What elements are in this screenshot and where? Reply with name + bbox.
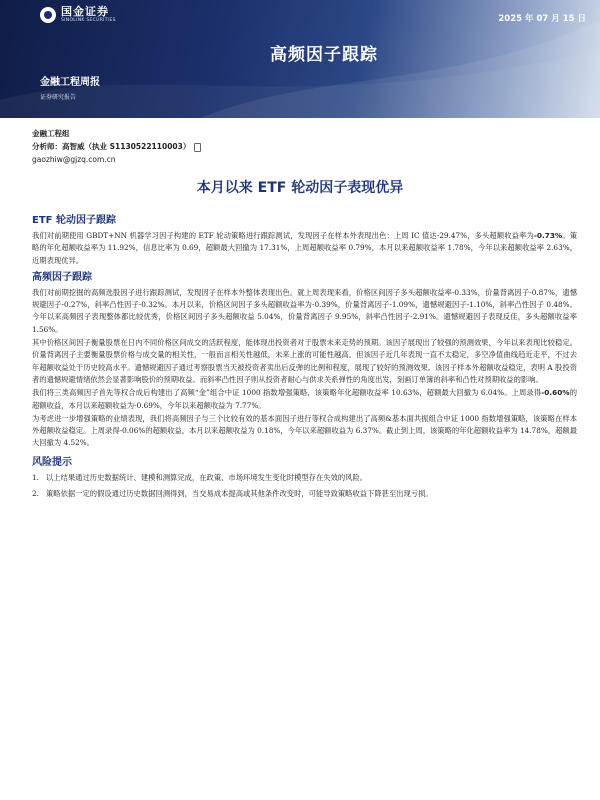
risk-number: 1. (32, 472, 39, 482)
hf-paragraph-2: 其中价格区间因子衡量股票在日内不同价格区间成交的活跃程度，能体现出投资者对于股票未来走势的预期。该因子展现出了较强的预测效果，今年以来表现比较稳定。价量背离因子主要衡量股票价格与成交量的相关性，一般而言相关性越低，未来上涨的可能性越高。但该因子近几年表现一直不太稳定，多空净值曲线趋近走平，不过去年超额收益处于历史较高水平。遗憾规避因子通过考察股票当天被投资者卖出后反弹的比例和程度，展现了较好的预测效果。该因子样本外超额收益稳定，表明 A 股投资者的遗憾规避情绪依然会显著影响股价的预期收益。而斜率凸性因子则从投资者耐心与供求关系弹性的角度出发，刻画订单簿的斜率和凸性对预期收益的影响。 (32, 338, 577, 384)
report-body (32, 211, 577, 504)
header-banner (0, 0, 600, 118)
risk-item (32, 472, 577, 484)
bold-value: -0.60% (541, 388, 570, 398)
analyst-email[interactable]: gaozhiw@gjzq.com.cn (32, 155, 116, 164)
phone-icon (194, 143, 201, 152)
text-run: 我们将三类高频因子首先等权合成后构建出了高频“金”组合中证 1000 指数增强策略，该策略年化超额收益率 10.63%，超额最大回撤为 6.04%。上周录得 (32, 388, 542, 398)
section-title-hf: 高频因子跟踪 (32, 271, 92, 283)
section-title-risk: 风险提示 (32, 456, 72, 468)
section-title-etf: ETF 轮动因子跟踪 (32, 215, 116, 226)
hf-paragraph-1: 我们对前期挖掘的高频选股因子进行跟踪测试，发现因子在样本外整体表现出色。就上周表现来看，价格区间因子多头超额收益率-0.33%，价量背离因子-0.87%，遗憾规避因子-0.27%，斜率凸性因子-0.32%。本月以来，价格区间因子多头超额收益率为-0.39%，价量背离因子-1.09%，遗憾规避因子-1.10%，斜率凸性因子 0.48%。今年以来高频因子表现整体都比较优秀，价格区间因子多头超额收益 5.04%，价量背离因子 9.95%，斜率凸性因子-2.91%。遗憾规避因子表现反佳，多头超额收益率 1.56%。 (32, 287, 577, 334)
bold-value: -0.73% (533, 231, 563, 240)
logo-mark-icon (40, 7, 56, 23)
hf-paragraph-3 (32, 387, 577, 412)
author-info (32, 127, 201, 166)
company-logo (40, 6, 116, 24)
report-series: 金融工程周报 (40, 77, 100, 88)
text-run: 。策略的年化超额收益率为 11.92%，信息比率为 0.69，超额最大回撤为 17.31%，上周超额收益率 0.79%，本月以来超额收益率 1.78%，今年以来超额收益率 2.63%，近期表现优异。 (32, 231, 578, 265)
text-run: 我们对前期使用 GBDT+NN 机器学习因子构建的 ETF 轮动策略进行跟踪测试，发现因子在样本外表现出色：上周 IC 值达-29.47%，多头超额收益率为 (32, 231, 534, 240)
risk-item (32, 488, 577, 500)
report-title: 高频因子跟踪 (270, 45, 378, 65)
report-type: 证券研究报告 (40, 94, 77, 101)
summary-headline: 本月以来 ETF 轮动因子表现优异 (196, 180, 404, 196)
risk-number: 2. (32, 489, 39, 499)
text-run: 的超额收益，本月以来超额收益为-0.69%，今年以来超额收益为 7.77%。 (32, 388, 577, 410)
analyst-name: 分析师：高智威（执业 S1130522110003） (32, 142, 191, 151)
logo-cn-text: 国金证券 (61, 5, 109, 18)
logo-en-text: SINOLINK SECURITIES (61, 18, 116, 23)
team-name: 金融工程组 (32, 129, 70, 138)
risk-text: 以上结果通过历史数据统计、建模和测算完成，在政策、市场环境发生变化时模型存在失效的风险。 (46, 472, 368, 482)
analyst-line (32, 140, 201, 153)
hf-paragraph-4: 为考虑进一步增强策略的业绩表现，我们将高频因子与三个比较有效的基本面因子进行等权合成构建出了高频&基本面共振组合中证 1000 指数增强策略，该策略在样本外超额收益稳定。上周录得-0.06%的超额收益，本月以来超额收益为 0.18%，今年以来超额收益为 6.37%。截止到上周，该策略的年化超额收益率为 14.78%，超额最大回撤为 4.52%。 (32, 413, 577, 448)
etf-paragraph (32, 230, 577, 267)
risk-text: 策略依据一定的假设通过历史数据回测得到，当交易成本提高或其他条件改变时，可能导致策略收益下降甚至出现亏损。 (46, 489, 433, 499)
report-date: 2025 年 07 月 15 日 (498, 14, 586, 24)
